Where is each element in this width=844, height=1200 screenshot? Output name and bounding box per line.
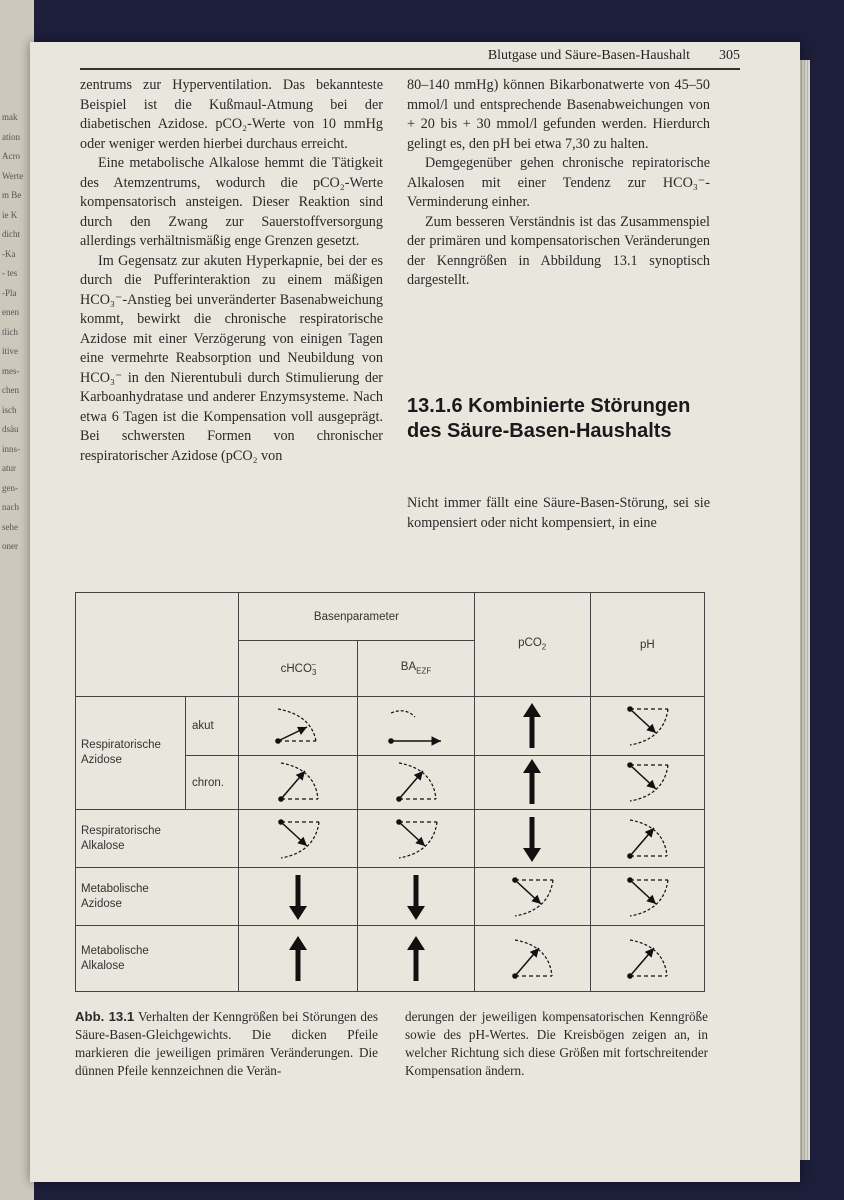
arc-up-icon (487, 934, 577, 984)
edge-text-fragment: Werte (2, 170, 24, 181)
edge-text-fragment: chen (2, 385, 19, 395)
adjacent-page-edge (0, 0, 34, 1200)
figure-row (76, 810, 705, 868)
figure-caption-left (75, 1008, 378, 1080)
row-label: Metabolische Azidose (76, 868, 239, 926)
figure-cell (474, 697, 590, 756)
figure-13-1-table (75, 592, 705, 992)
edge-text-fragment: Acro (2, 151, 20, 161)
figure-cell (358, 755, 474, 809)
row-sublabel: chron. (192, 776, 224, 789)
figure-cell (474, 755, 590, 809)
arc-up-icon (602, 814, 692, 864)
figure-cell (358, 697, 474, 756)
arc-small-up-icon (253, 701, 343, 751)
arc-pivot-left-down-icon (602, 872, 692, 922)
edge-text-fragment: itive (2, 346, 18, 356)
edge-text-fragment: -Pla (2, 287, 17, 298)
edge-text-fragment: m Be (2, 190, 22, 200)
edge-text-fragment: dicht (2, 229, 20, 239)
edge-text-fragment: enen (2, 307, 19, 317)
edge-text-fragment: dsäu (2, 424, 19, 434)
thick-arrow-down-icon (487, 814, 577, 864)
edge-text-fragment: ie K (2, 209, 18, 220)
edge-text-fragment: oner (2, 541, 18, 551)
paragraph: Nicht immer fällt eine Säure-Basen-Störung, sei sie kompensiert oder nicht kompensiert, in eine (407, 495, 710, 531)
figure-cell (239, 868, 358, 926)
edge-text-fragment: isch (2, 404, 17, 415)
thick-arrow-up-icon (371, 934, 461, 984)
arc-up-icon (253, 757, 343, 807)
row-label: Respiratorische Azidose (81, 739, 161, 766)
figure-cell (474, 926, 590, 992)
edge-text-fragment: - tes (2, 268, 18, 278)
section-heading: 13.1.6 Kombinierte Störungen des Säure-Basen-Haushalts (407, 395, 691, 442)
arc-pivot-left-down-icon (371, 814, 461, 864)
figure-cell (590, 697, 704, 756)
edge-text-fragment: sehe (2, 521, 18, 532)
edge-text-fragment: gen- (2, 482, 18, 493)
figure-cell (590, 926, 704, 992)
arrow-right-icon (371, 701, 461, 751)
figure-cell (474, 810, 590, 868)
caption-label: Abb. 13.1 (75, 1009, 135, 1024)
paragraph: Eine metabolische Alkalose hemmt die Tätigkeit des Atemzentrums, wodurch die pCO₂-Werte kompensatorisch ansteigen. Dieser Reaktion sind durch den Zwang zur Sauerstoffversorgung allerdings verhältnismäßig enge Grenzen gesetzt. (80, 155, 383, 249)
thick-arrow-up-icon (487, 701, 577, 751)
figure-cell (239, 926, 358, 992)
arc-pivot-left-down-icon (602, 701, 692, 751)
arc-pivot-left-down-icon (487, 872, 577, 922)
figure-cell (590, 868, 704, 926)
paragraph: zentrums zur Hyperventilation. Das bekannteste Beispiel ist die Kußmaul-Atmung bei der diabetischen Azidose. pCO₂-Werte von 10 mmHg oder weniger werden hierbei durchaus erreicht. (80, 77, 383, 152)
thick-arrow-up-icon (253, 934, 343, 984)
figure-cell (590, 755, 704, 809)
arc-up-icon (371, 757, 461, 807)
col-header-pco2: pCO$_2$ (474, 593, 590, 697)
row-label: Metabolische Alkalose (76, 926, 239, 992)
group-header: Basenparameter (239, 593, 474, 641)
arc-pivot-left-down-icon (253, 814, 343, 864)
figure-cell (474, 868, 590, 926)
running-title: Blutgase und Säure-Basen-Haushalt (487, 48, 690, 63)
thick-arrow-up-icon (487, 757, 577, 807)
running-header (80, 48, 740, 70)
col-header-ba: $BA_{EZF}$ (358, 641, 474, 697)
thick-arrow-down-icon (371, 872, 461, 922)
row-sublabel: akut (186, 697, 238, 756)
figure-cell (358, 868, 474, 926)
thick-arrow-down-icon (253, 872, 343, 922)
edge-text-fragment: -Ka (2, 248, 16, 259)
edge-text-fragment: mak (2, 112, 18, 122)
figure-cell (358, 810, 474, 868)
figure-row (76, 697, 705, 756)
figure-cell (239, 697, 358, 756)
paragraph: Demgegenüber gehen chronische repiratorische Alkalosen mit einer Tendenz zur HCO₃⁻-Verminderung einher. (407, 155, 710, 210)
text-column-left (80, 76, 383, 466)
row-label-cell (76, 697, 239, 810)
figure-caption-right: derungen der jeweiligen kompensatorischen Kenngröße sowie des pH-Wertes. Die Kreisbögen zeigen an, in welcher Richtung sich diese Größen mit fortschreitender Kompensation ändern. (405, 1009, 708, 1078)
edge-text-fragment: nach (2, 502, 19, 512)
edge-text-fragment: ation (2, 131, 20, 142)
figure-row (76, 926, 705, 992)
figure-cell (239, 755, 358, 809)
figure-cell (590, 810, 704, 868)
figure-row (76, 868, 705, 926)
figure-cell (358, 926, 474, 992)
paragraph: Zum besseren Verständnis ist das Zusammenspiel der primären und kompensatorischen Veränderungen der Kenngrößen in Abbildung 13.1 synoptisch dargestellt. (407, 213, 710, 288)
page-number: 305 (719, 48, 740, 63)
corner-cell (76, 593, 239, 697)
row-label: Respiratorische Alkalose (76, 810, 239, 868)
col-header-ph: pH (590, 593, 704, 697)
paragraph: 80–140 mmHg) können Bikarbonatwerte von 45–50 mmol/l und entsprechende Basenabweichungen von + 20 bis + 30 mmol/l gefunden werden. Hierdurch gelingt es, den pH bei etwa 7,30 zu halten. (407, 77, 710, 152)
edge-text-fragment: mes- (2, 365, 20, 376)
paragraph: Im Gegensatz zur akuten Hyperkapnie, bei der es durch die Pufferinteraktion zu einem mäßigen HCO₃⁻-Anstieg bei unveränderter Basenabweichung kommt, bewirkt die chronische respiratorische Azidose mit einer Verzögerung von einigen Tagen eine vermehrte Reabsorption und Neubildung von HCO₃⁻ in den Nierentubuli durch Stimulierung der Karboanhydratase und anderer Enzymsysteme. Nach etwa 6 Tagen ist die Kompensation voll ausgeprägt. Bei schwersten Formen von chronischer respiratorischer Azidose (pCO₂ von (80, 252, 383, 464)
edge-text-fragment: atur (2, 463, 16, 473)
arc-up-icon (602, 934, 692, 984)
figure-cell (239, 810, 358, 868)
arc-pivot-left-down-icon (602, 757, 692, 807)
text-column-right (407, 76, 710, 291)
edge-text-fragment: tlich (2, 326, 18, 337)
caption-text: Verhalten der Kenngrößen bei Störungen des Säure-Basen-Gleichgewichts. Die dicken Pfeile markieren die jeweiligen primären Veränderungen. Die dünnen Pfeile kennzeichnen die Verän- (75, 1009, 379, 1078)
col-header-chco3: cHCO$_3$− (239, 641, 358, 697)
text-column-right-continued (407, 494, 710, 533)
edge-text-fragment: inns- (2, 443, 20, 454)
